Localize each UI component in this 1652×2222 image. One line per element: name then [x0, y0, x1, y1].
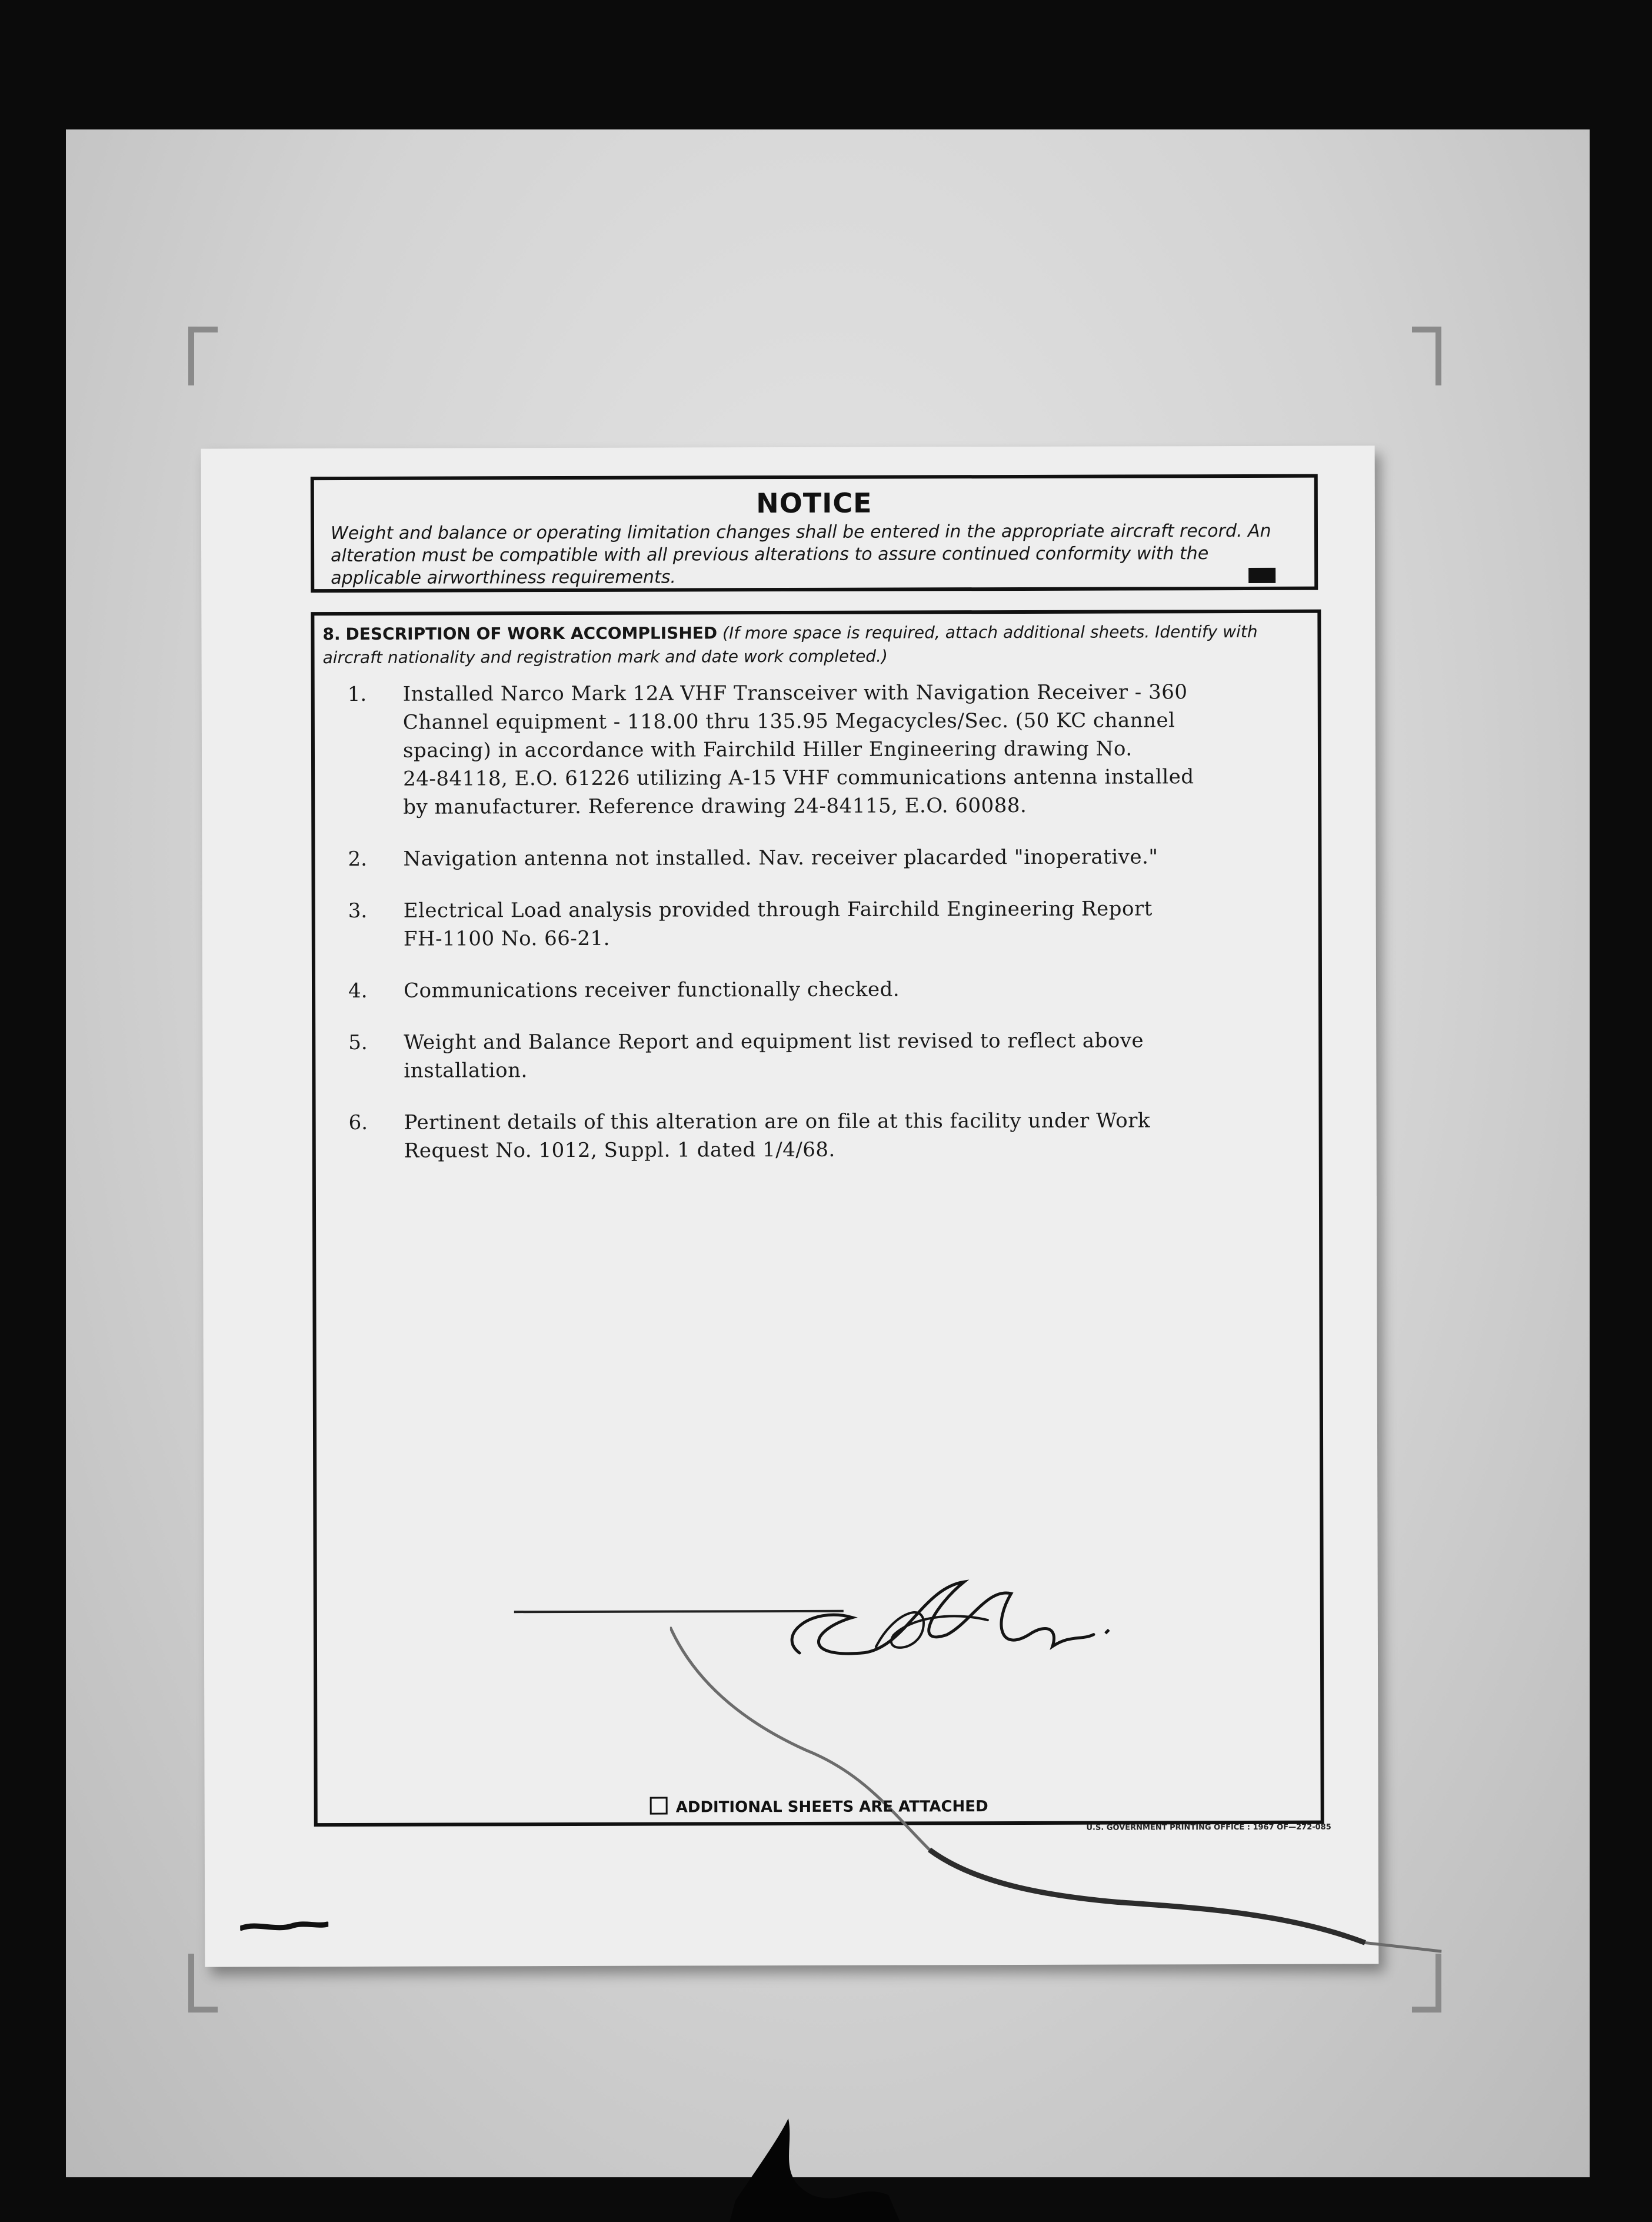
item-text: Navigation antenna not installed. Nav. receiver placarded "inoperative.": [403, 845, 1158, 871]
list-item: [338, 843, 1303, 873]
section-instruction: (If more space is required, attach additional sheets. Identify with aircraft nationality and registration mark and date work completed.): [322, 621, 1258, 668]
work-heading: [322, 620, 1305, 670]
item-text: Electrical Load analysis provided through Fairchild Engineering Report FH-1100 No. 66-21.: [403, 897, 1153, 951]
printing-office-imprint: U.S. GOVERNMENT PRINTING OFFICE : 1967 OF—272-085: [1086, 1822, 1331, 1832]
item-number: 4.: [348, 979, 368, 1003]
notice-box: [311, 474, 1318, 593]
notice-text: Weight and balance or operating limitation changes shall be entered in the appropriate aircraft record. An alteration must be compatible with all previous alterations to assure continued conformity with the applicable airworthiness requirements.: [330, 520, 1271, 589]
item-number: 3.: [348, 899, 368, 923]
crop-mark-top-left: [188, 327, 218, 385]
list-item: [338, 678, 1304, 821]
item-number: 6.: [348, 1110, 368, 1135]
section-label: DESCRIPTION OF WORK ACCOMPLISHED: [345, 623, 718, 644]
notice-title: NOTICE: [756, 487, 872, 520]
additional-sheets-attached: [318, 1795, 1321, 1817]
additional-sheets-checkbox[interactable]: [650, 1797, 668, 1815]
item-text: Pertinent details of this alteration are on file at this facility under Work Request No. 1012, Suppl. 1 dated 1/4/68.: [404, 1109, 1151, 1163]
item-number: 2.: [348, 847, 367, 871]
section-number: 8.: [322, 624, 341, 644]
bottom-ink-mark: [724, 2095, 912, 2222]
crop-mark-bottom-right: [1412, 1954, 1441, 2013]
list-item: [339, 894, 1304, 953]
item-number: 1.: [347, 682, 367, 706]
additional-sheets-label: ADDITIONAL SHEETS ARE ATTACHED: [675, 1798, 988, 1817]
work-items-list: [338, 678, 1304, 1189]
item-text: Communications receiver functionally checked.: [403, 977, 900, 1003]
paper-crack: [670, 1625, 1441, 1956]
list-item: [339, 974, 1304, 1005]
form-page: [201, 445, 1379, 1967]
item-text: Weight and Balance Report and equipment list revised to reflect above installation.: [404, 1029, 1144, 1083]
item-text: Installed Narco Mark 12A VHF Transceiver with Navigation Receiver - 360 Channel equipment - 118.00 thru 135.95 Megacycles/Sec. (50 KC channel spacing) in accordance with Fairchild Hiller Engineering drawing No. 24-84118, E.O. 61226 utilizing A-15 VHF communications antenna installed by manufacturer. Reference drawing 24-84115, E.O. 60088.: [402, 680, 1194, 819]
work-description-box: [311, 610, 1324, 1827]
crop-mark-top-right: [1412, 327, 1441, 385]
item-number: 5.: [348, 1030, 368, 1055]
list-item: [339, 1106, 1304, 1165]
list-item: [339, 1026, 1304, 1085]
ink-smudge: [240, 1920, 328, 1932]
notice-ink-mark: [1248, 568, 1275, 583]
